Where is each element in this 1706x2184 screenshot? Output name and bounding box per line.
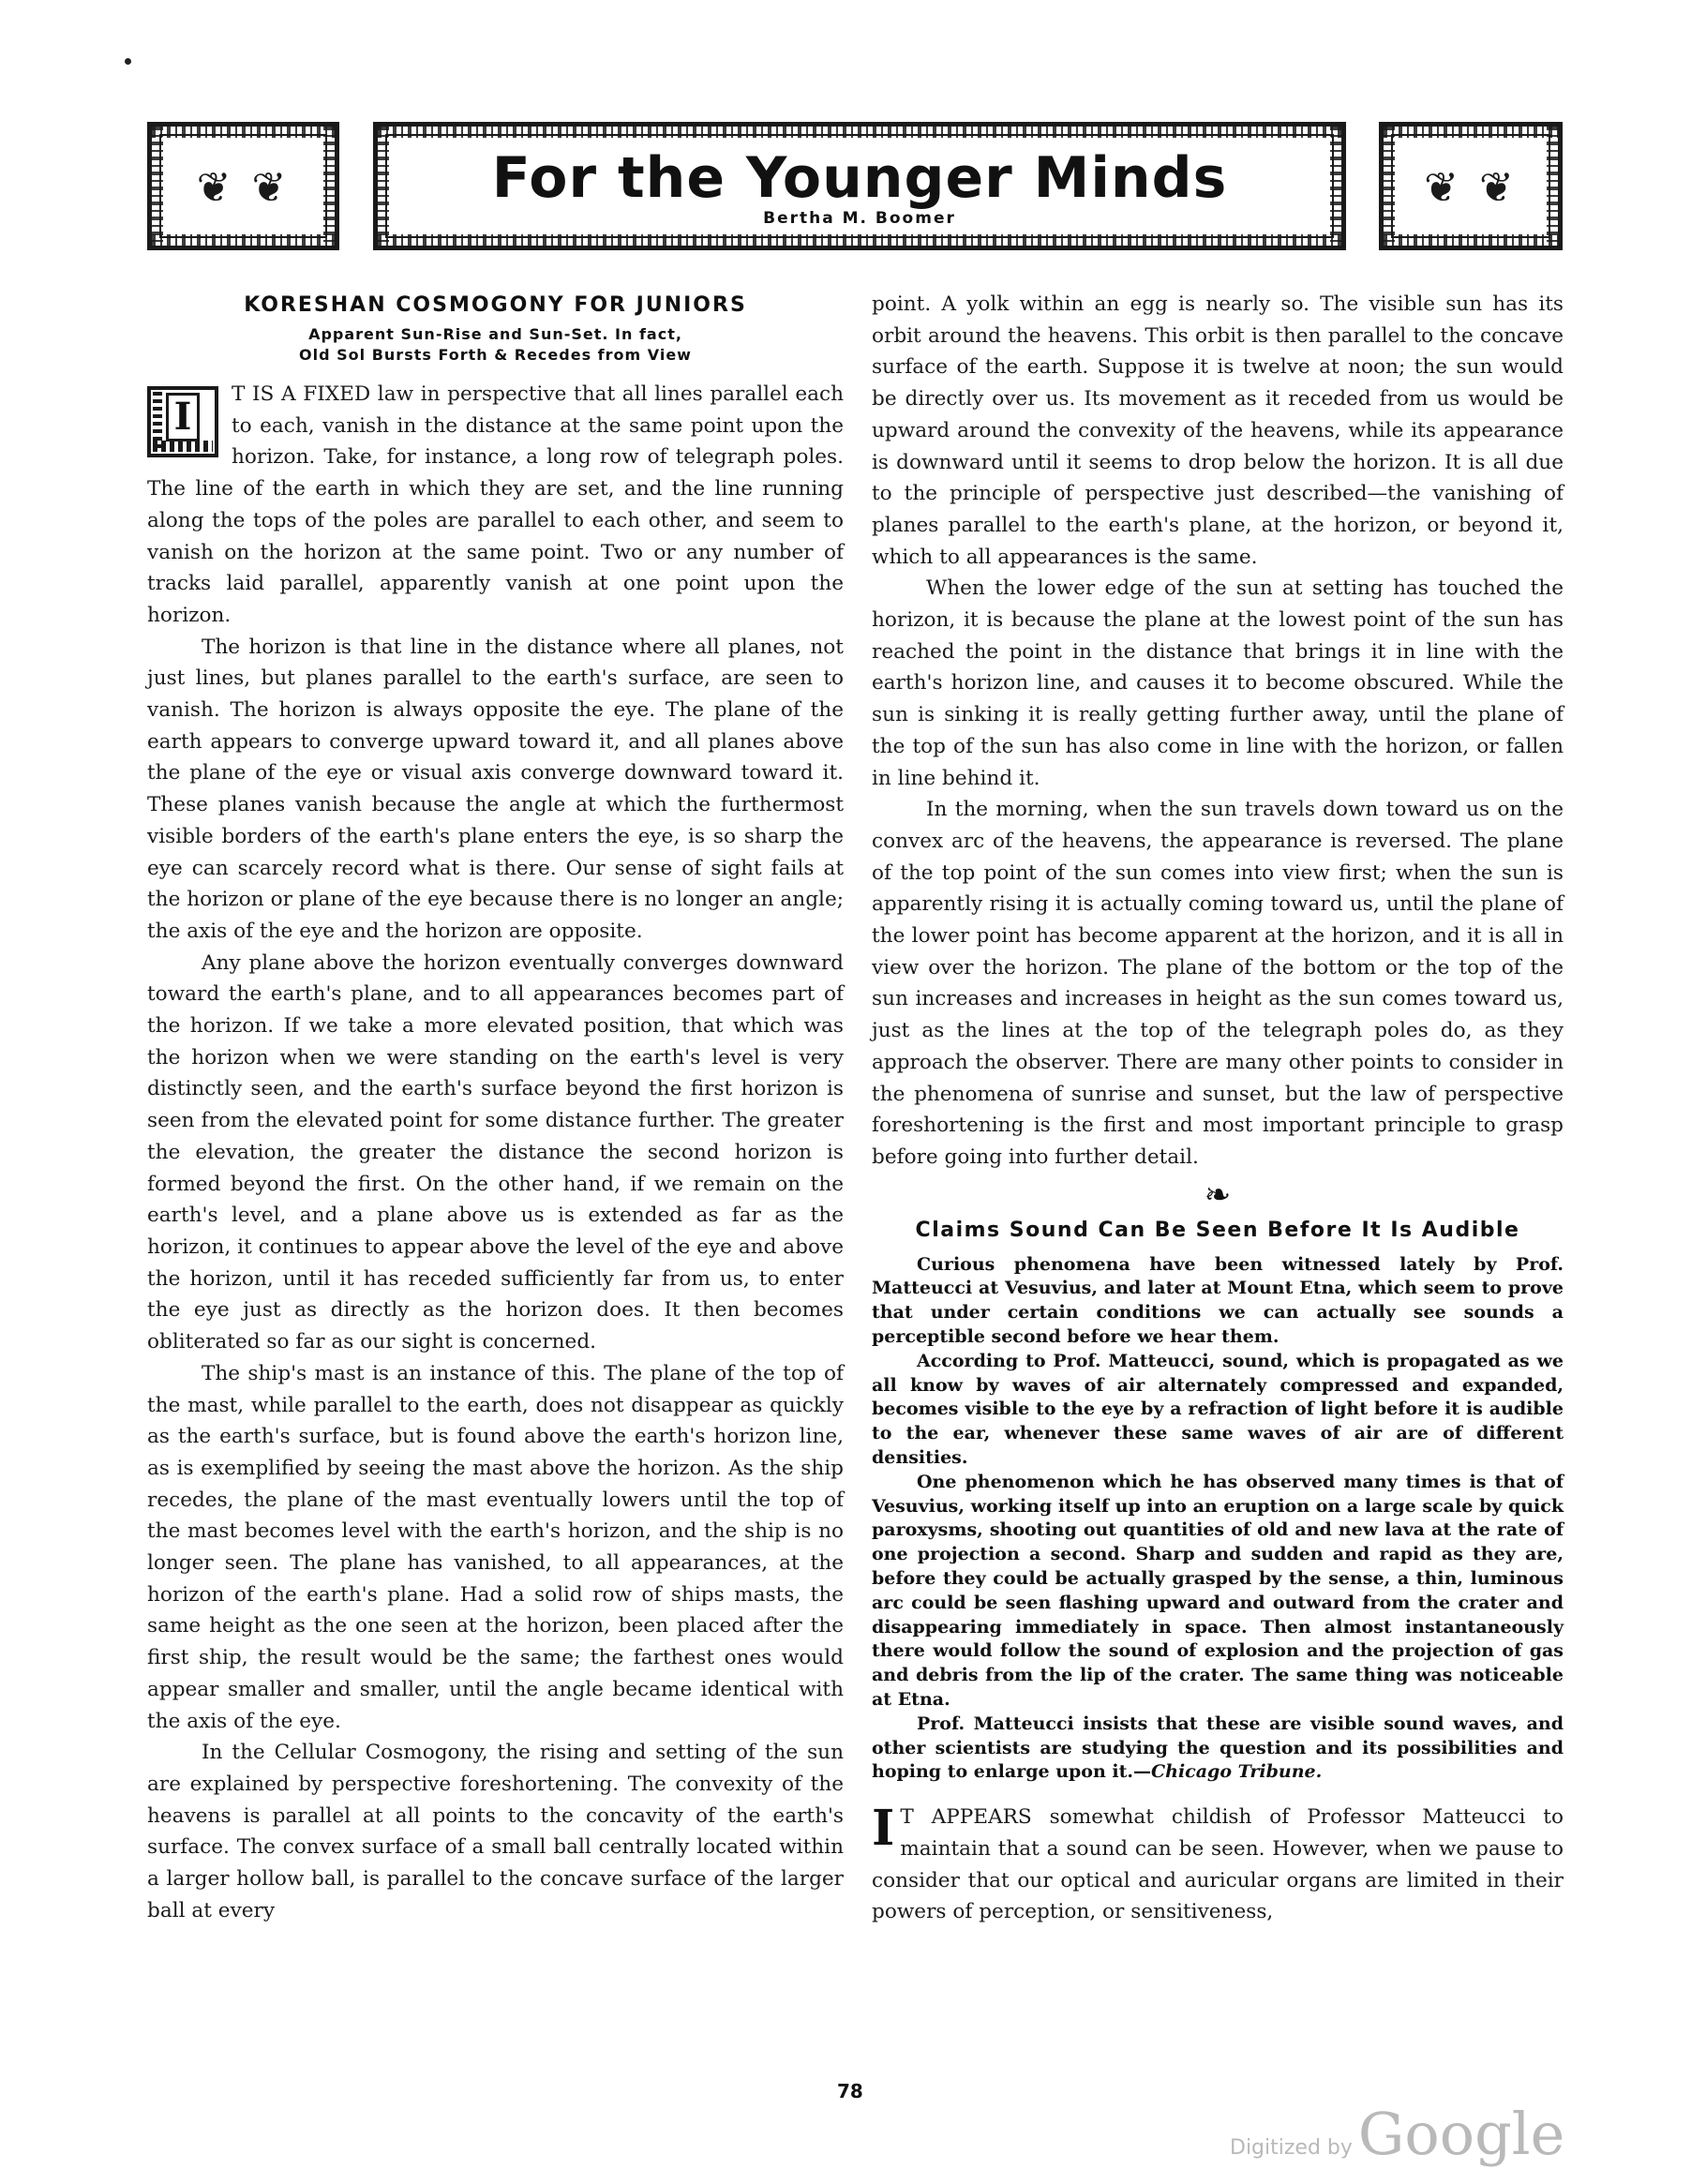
dropcap-ornament — [147, 386, 218, 457]
news-title: Claims Sound Can Be Seen Before It Is Audible — [915, 1218, 1520, 1242]
section-author: Bertha M. Boomer — [763, 209, 956, 228]
article-subtitle-line: Old Sol Bursts Forth & Recedes from View — [299, 346, 692, 364]
dropcap-letter: I — [166, 393, 200, 441]
header-banner — [373, 122, 1346, 250]
source-citation: Chicago Tribune. — [1151, 1761, 1323, 1783]
page-number: 78 — [837, 2080, 863, 2102]
digitized-watermark — [1230, 2100, 1564, 2168]
paragraph: Curious phenomena have been witnessed lately by Prof. Matteucci at Vesuvius, and later at Mount Etna, which seem to prove that under certain conditions we can actually see sounds a perceptible second before we hear them. — [872, 1253, 1564, 1348]
google-logo: Google — [1357, 2100, 1565, 2168]
paragraph: T IS A FIXED law in perspective that all lines parallel each to each, vanish in the distance at the same point upon the horizon. Take, for instance, a long row of telegraph poles. The line of the earth in which they are set, and the line running along the tops of the poles are parallel to each other, and seem to vanish on the horizon at the same point. Two or any number of tracks laid parallel, apparently vanish at one point upon the horizon. — [147, 382, 844, 627]
initial-letter: I — [872, 1800, 895, 1858]
paragraph — [872, 1713, 1564, 1785]
paragraph: point. A yolk within an egg is nearly so. The visible sun has its orbit around the heavens. This orbit is then parallel to the concave surface of the earth. Suppose it is twelve at noon; the sun would be directly over us. Its movement as it receded from us would be upward around the convexity of the heavens, while its appearance is downward until it seems to drop below the horizon. It is all due to the principle of perspective just described—the vanishing of planes parallel to the earth's plane, at the horizon, or beyond it, which to all appearances is the same. — [872, 292, 1564, 569]
left-column — [147, 289, 844, 1926]
paragraph: T APPEARS somewhat childish of Professor Matteucci to maintain that a sound can be seen. However, when we pause to consider that our optical and auricular organs are limited in their powers of perception, or sensitiveness, — [872, 1805, 1564, 1924]
article-subtitle-line: Apparent Sun-Rise and Sun-Set. In fact, — [308, 325, 682, 343]
paragraph-text: Prof. Matteucci insists that these are visible sound waves, and other scientists are studying the question and its possibilities and hoping to enlarge upon it.— — [872, 1713, 1564, 1783]
header-ornament-left — [147, 122, 339, 250]
paragraph: In the morning, when the sun travels down toward us on the convex arc of the heavens, the appearance is reversed. The plane of the top point of the sun comes into view first; when the sun is apparently rising it is actually coming toward us, until the plane of the lower point has become apparent at the horizon, and it is all in view over the horizon. The plane of the bottom or the top of the sun increases and increases in height as the sun comes toward us, just as the lines at the top of the telegraph poles do, as they approach the observer. There are many other points to consider in the phenomena of sunrise and sunset, but the law of perspective foreshortening is the first and most important principle to grasp before going into further detail. — [872, 798, 1564, 1169]
editorial-comment — [872, 1802, 1564, 1928]
paragraph: The ship's mast is an instance of this. The plane of the top of the mast, while parallel to the earth, does not disappear as quickly as the earth's surface, but is found above the earth's horizon line, as is exemplified by seeing the mast above the horizon. As the ship recedes, the plane of the mast eventually lowers until the top of the mast becomes level with the earth's horizon, and the ship is no longer seen. The plane has vanished, to all appearances, at the horizon of the earth's plane. Had a solid row of ships masts, the same height as the one seen at the horizon, been placed after the first ship, the result would be the same; the farthest ones would appear smaller and smaller, until the angle became identical with the axis of the eye. — [147, 1361, 844, 1733]
article-title: KORESHAN COSMOGONY FOR JUNIORS — [244, 293, 747, 317]
paragraph: The horizon is that line in the distance where all planes, not just lines, but planes parallel to the earth's surface, are seen to vanish. The horizon is always opposite the eye. The plane of the earth appears to converge upward toward it, and all planes above the plane of the eye or visual axis converge downward toward it. These planes vanish because the angle at which the furthermost visible borders of the earth's plane enters the eye, is so sharp the eye can scarcely record what is there. Our sense of sight fails at the horizon or plane of the eye because there is no longer an angle; the axis of the eye and the horizon are opposite. — [147, 635, 844, 943]
paragraph: One phenomenon which he has observed many times is that of Vesuvius, working itself up into an eruption on a large scale by quick paroxysms, shooting out quantities of old and new lava at the rate of one projection a second. Sharp and sudden and rapid as they are, before they could be actually grasped by the sense, a thin, luminous arc could be seen flashing upward and outward from the crater and disappearing immediately in space. Then almost instantaneously there would follow the sound of explosion and the projection of gas and debris from the lip of the crater. The same thing was noticeable at Etna. — [872, 1471, 1564, 1711]
hand-divider-icon: ❧ — [1204, 1175, 1232, 1214]
header-ornament-right — [1379, 122, 1563, 250]
article-body — [147, 379, 844, 1926]
article-subtitle — [147, 324, 844, 366]
leaf-ornament-icon: ❦ ❦ — [196, 164, 291, 212]
news-body — [872, 1253, 1564, 1786]
paragraph: In the Cellular Cosmogony, the rising and setting of the sun are explained by perspective foreshortening. The convexity of the heavens is parallel at all points to the concavity of the earth's surface. The convex surface of a small ball centrally located within a larger hollow ball, is parallel to the concave surface of the larger ball at every — [147, 1741, 844, 1922]
article-continuation — [872, 289, 1564, 1174]
paragraph: Any plane above the horizon eventually converges downward toward the earth's plane, and to all appearances becomes part of the horizon. If we take a more elevated position, that which was the horizon when we were standing on the earth's level is very distinctly seen, and the earth's surface beyond the first horizon is seen from the elevated point for some distance further. The greater the elevation, the greater the distance the second horizon is formed beyond the first. On the other hand, if we remain on the earth's level, and a plane above us is extended as far as the horizon, it continues to appear above the level of the eye and above the horizon, until it has receded sufficiently far from us, to enter the eye just as directly as the horizon does. It then becomes obliterated so far as our sight is concerned. — [147, 950, 844, 1354]
section-title: For the Younger Minds — [491, 145, 1228, 211]
watermark-prefix: Digitized by — [1230, 2136, 1353, 2160]
right-column — [872, 289, 1564, 1928]
paragraph: When the lower edge of the sun at setting has touched the horizon, it is because the plane at the lowest point of the sun has reached the point in the distance that brings it in line with the earth's horizon line, and causes it to become obscured. While the sun is sinking it is really getting further away, until the plane of the top of the sun has also come in line with the horizon, or fallen in line behind it. — [872, 576, 1564, 790]
paragraph: According to Prof. Matteucci, sound, which is propagated as we all know by waves of air alternately compressed and expanded, becomes visible to the eye by a refraction of light before it is audible to the ear, whenever these same waves of air are of different densities. — [872, 1350, 1564, 1469]
leaf-ornament-icon: ❦ ❦ — [1424, 164, 1518, 212]
stray-dot — [125, 58, 131, 65]
